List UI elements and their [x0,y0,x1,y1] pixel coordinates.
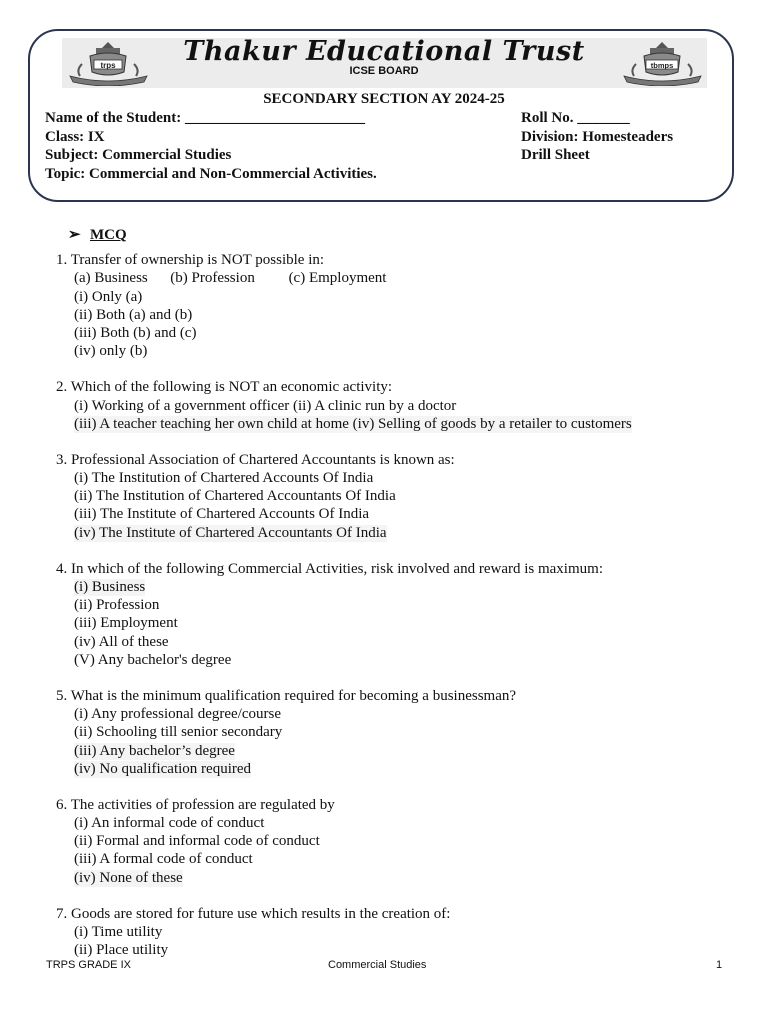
trust-name: Thakur Educational Trust [183,36,585,67]
question-1-option-header: (a) Business (b) Profession (c) Employment [74,270,387,286]
question-5-option-iv: (iv) No qualification required [74,761,252,777]
question-4: 4. In which of the following Commercial Activities, risk involved and reward is maximum: [56,561,603,577]
question-1-option-iv: (iv) only (b) [74,343,148,359]
subject-line: Subject: Commercial Studies [45,147,232,163]
footer-subject: Commercial Studies [328,959,427,971]
question-1: 1. Transfer of ownership is NOT possible in: [56,252,325,268]
left-logo-text: trps [100,61,116,70]
question-7-option-i: (i) Time utility [74,924,163,940]
question-5-option-i: (i) Any professional degree/course [74,706,282,722]
division-line: Division: Homesteaders [521,129,674,145]
question-3: 3. Professional Association of Chartered Accountants is known as: [56,452,455,468]
board-name: ICSE BOARD [349,65,419,77]
drill-sheet-label: Drill Sheet [521,147,590,163]
question-1-option-ii: (ii) Both (a) and (b) [74,307,193,323]
question-4-option-i: (i) Business [74,579,146,595]
question-5-option-ii: (ii) Schooling till senior secondary [74,724,283,740]
topic-line: Topic: Commercial and Non-Commercial Activities. [45,166,377,182]
student-name-line: Name of the Student: ________________________ [45,110,365,126]
question-4-option-ii: (ii) Profession [74,597,160,613]
question-5-option-iii: (iii) Any bachelor’s degree [74,743,235,759]
arrow-bullet-icon: ➢ [68,227,81,243]
footer-grade: TRPS GRADE IX [46,959,131,971]
question-2-option-line-2: (iii) A teacher teaching her own child at home (iv) Selling of goods by a retailer to customers [74,416,632,432]
class-line: Class: IX [45,129,105,145]
question-6-option-iii: (iii) A formal code of conduct [74,851,253,867]
question-3-option-ii: (ii) The Institution of Chartered Accountants Of India [74,488,396,504]
question-3-option-i: (i) The Institution of Chartered Accounts Of India [74,470,374,486]
right-logo-text: tbmps [650,61,674,70]
question-3-option-iv: (iv) The Institute of Chartered Accountants Of India [74,525,387,541]
footer-page-number: 1 [716,959,723,971]
question-4-option-v: (V) Any bachelor's degree [74,652,232,668]
question-1-option-iii: (iii) Both (b) and (c) [74,325,197,341]
question-5: 5. What is the minimum qualification required for becoming a businessman? [56,688,517,704]
question-6-option-iv: (iv) None of these [74,870,183,886]
mcq-label: MCQ [90,227,127,243]
question-6-option-ii: (ii) Formal and informal code of conduct [74,833,320,849]
question-2: 2. Which of the following is NOT an economic activity: [56,379,393,395]
question-6-option-i: (i) An informal code of conduct [74,815,265,831]
question-3-option-iii: (iii) The Institute of Chartered Accounts Of India [74,506,370,522]
question-7: 7. Goods are stored for future use which results in the creation of: [56,906,451,922]
roll-no-line: Roll No. _______ [521,110,630,126]
question-6: 6. The activities of profession are regulated by [56,797,335,813]
question-7-option-ii: (ii) Place utility [74,942,169,958]
section-title: SECONDARY SECTION AY 2024-25 [263,91,505,107]
question-4-option-iii: (iii) Employment [74,615,178,631]
question-1-option-i: (i) Only (a) [74,289,143,305]
question-2-option-line-1: (i) Working of a government officer (ii) A clinic run by a doctor [74,398,457,414]
question-4-option-iv: (iv) All of these [74,634,169,650]
mcq-heading [68,225,127,244]
